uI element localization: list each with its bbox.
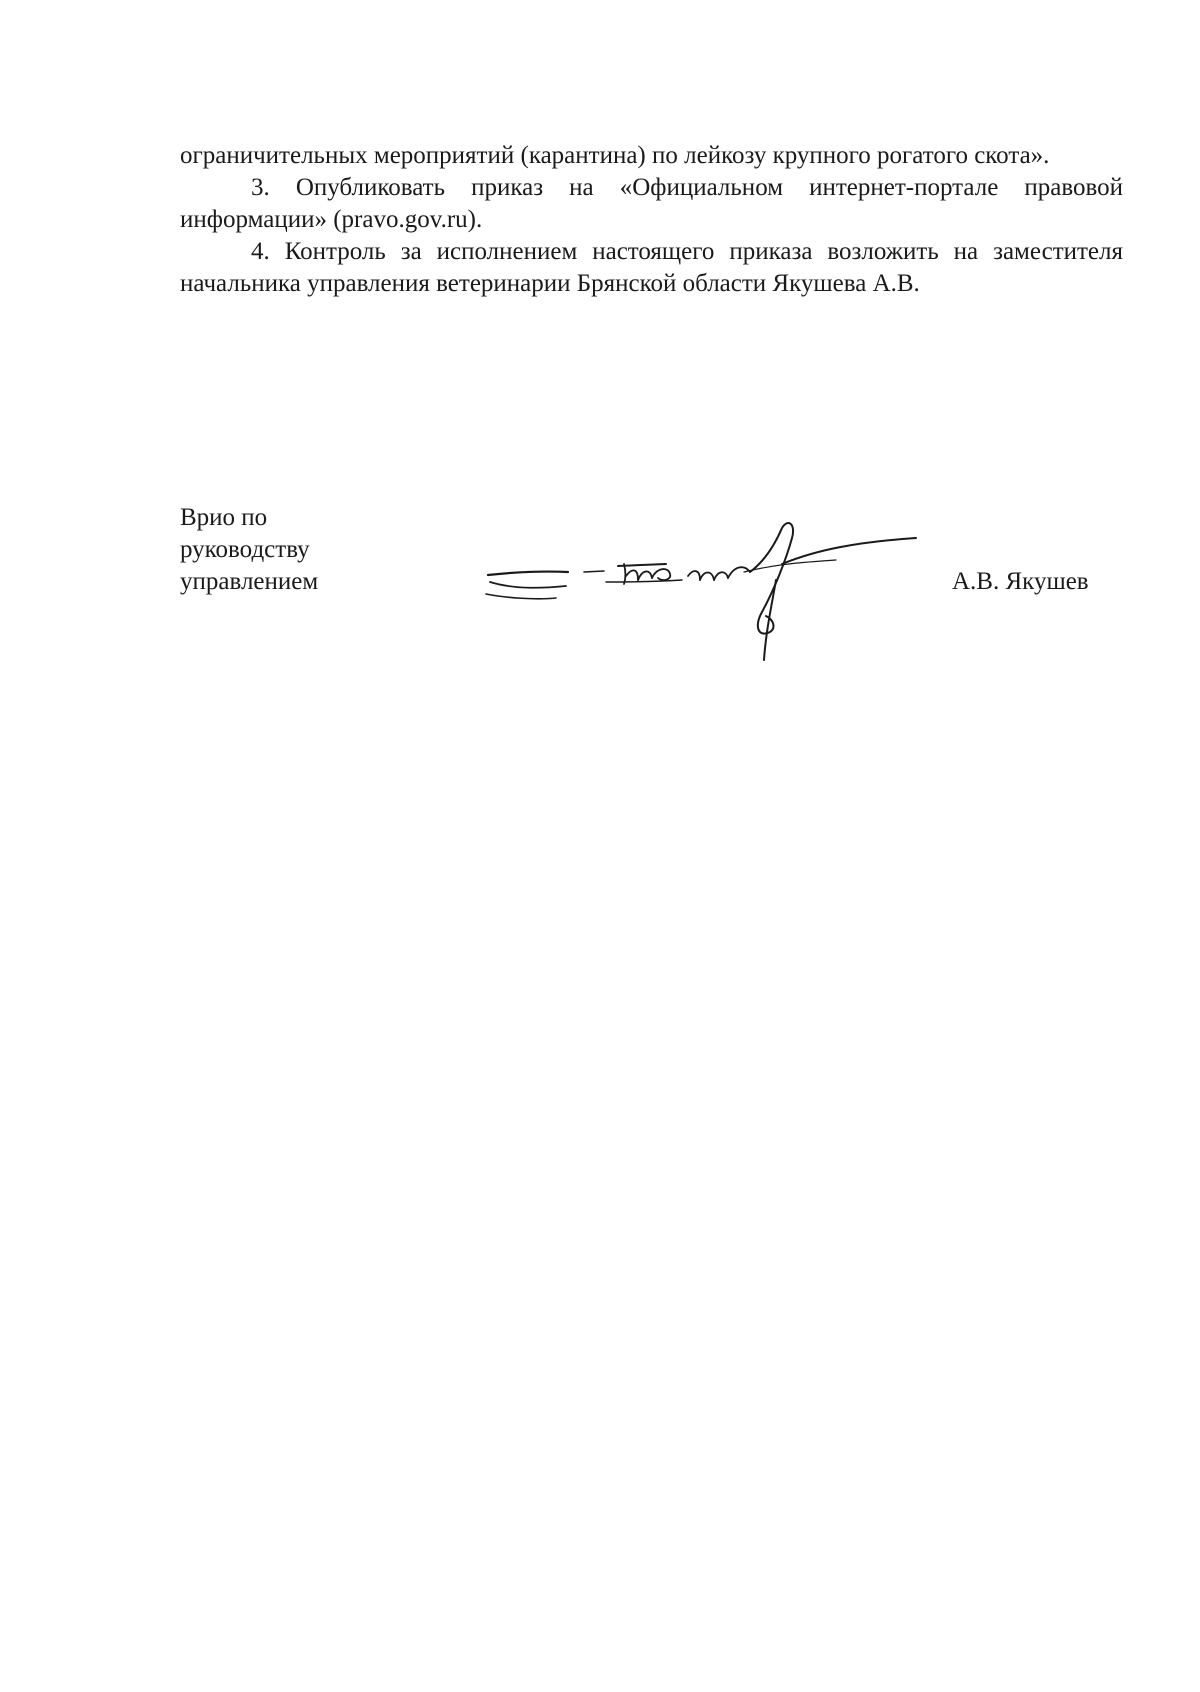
signature-block bbox=[180, 502, 1140, 662]
signatory-position bbox=[180, 502, 318, 598]
paragraph-item-3: 3. Опубликовать приказ на «Официальном интернет-портале правовой информации» (pravo.gov.ru). bbox=[180, 174, 1123, 233]
handwritten-signature-icon bbox=[476, 520, 946, 662]
paragraph-continuation: ограничительных мероприятий (карантина) по лейкозу крупного рогатого скота». bbox=[180, 142, 1050, 169]
signatory-position-line: Врио по bbox=[180, 504, 268, 531]
signatory-name: А.В. Якушев bbox=[952, 568, 1089, 595]
signatory-position-line: руководству bbox=[180, 536, 310, 563]
document-body bbox=[180, 140, 1123, 300]
paragraph-item-4: 4. Контроль за исполнением настоящего приказа возложить на заместителя начальника управления ветеринарии Брянской области Якушева А.В. bbox=[180, 238, 1123, 297]
signatory-position-line: управлением bbox=[180, 568, 319, 595]
